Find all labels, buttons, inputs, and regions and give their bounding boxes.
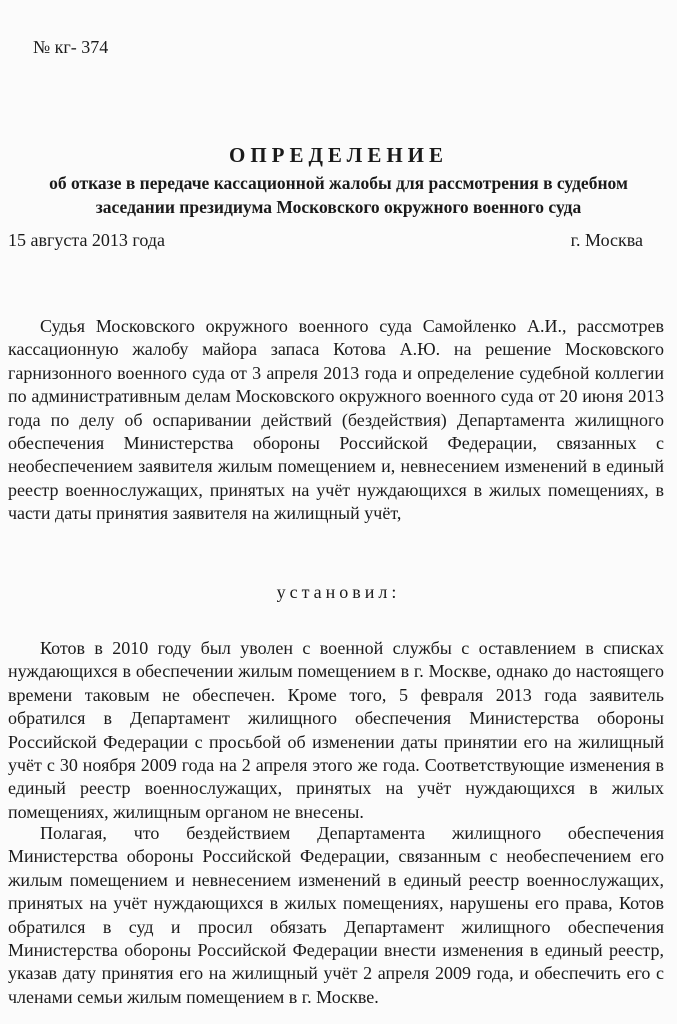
document-title: ОПРЕДЕЛЕНИЕ [228,143,448,167]
established-heading: установил: [276,582,401,602]
document-city: г. Москва [570,230,643,250]
document-subtitle-line1: об отказе в передаче кассационной жалобы для рассмотрения в судебном [49,173,628,193]
document-date: 15 августа 2013 года [8,230,165,250]
paragraph-intro: Судья Московского окружного военного суда Самойленко А.И., рассмотрев кассационную жалобу майора запаса Котова А.Ю. на решение Московского гарнизонного военного суда от 3 апреля 2013 года и определение судебной коллегии по административным делам Московского окружного военного суда от 20 июня 2013 года по делу об оспаривании действий (бездействия) Департамента жилищного обеспечения Министерства обороны Российской Федерации, связанных с необеспечением заявителя жилым помещением и, невнесением изменений в единый реестр военнослужащих, принятых на учёт нуждающихся в жилых помещениях, в части даты принятия заявителя на жилищный учёт, [8,316,664,524]
paragraph-claim: Полагая, что бездействием Департамента жилищного обеспечения Министерства обороны Российской Федерации, связанным с необеспечением его жилым помещением и невнесением изменений в единый реестр военнослужащих, принятых на учёт нуждающихся в жилых помещениях, нарушены его права, Котов обратился в суд и просил обязать Департамент жилищного обеспечения Министерства обороны Российской Федерации внести изменения в единый реестр, указав дату принятия его на жилищный учёт 2 апреля 2009 года, и обеспечить его с членами семьи жилым помещением в г. Москве. [8,823,664,1007]
paragraph-facts: Котов в 2010 году был уволен с военной службы с оставлением в списках нуждающихся в обеспечении жилым помещением в г. Москве, однако до настоящего времени таковым не обеспечен. Кроме того, 5 февраля 2013 года заявитель обратился в Департамент жилищного обеспечения Министерства обороны Российской Федерации с просьбой об изменении даты принятии его на жилищный учёт с 30 ноября 2009 года на 2 апреля этого же года. Соответствующие изменения в единый реестр военнослужащих, принятых на учёт нуждающихся в жилых помещениях, жилищным органом не внесены. [8,638,664,822]
case-number: № кг- 374 [33,37,109,57]
document-subtitle-line2: заседании президиума Московского окружного военного суда [95,197,582,217]
